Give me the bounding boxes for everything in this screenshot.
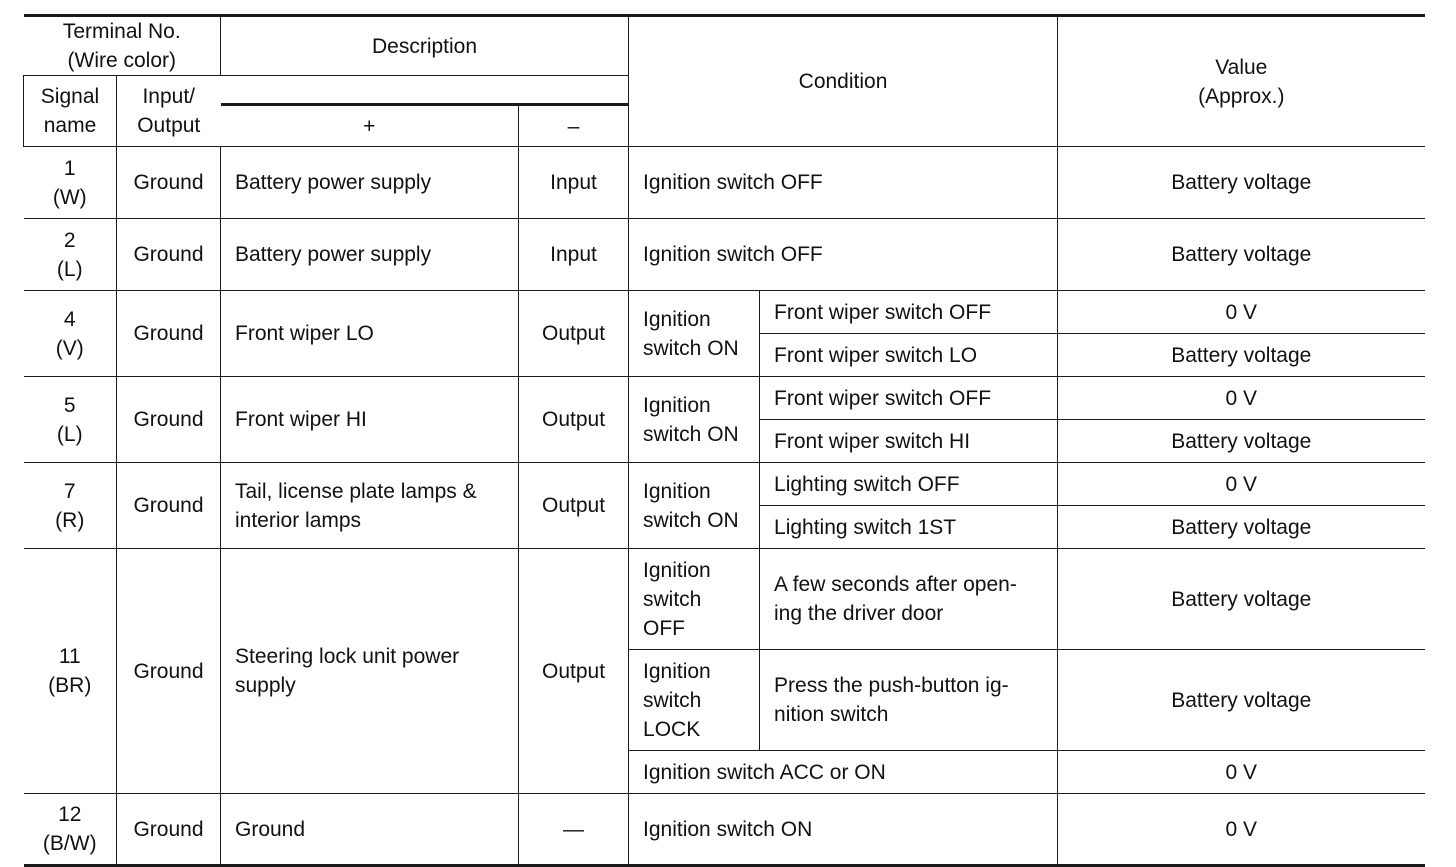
condition-cell: Front wiper switch HI [760,420,1058,463]
condition-cell: Front wiper switch LO [760,334,1058,377]
condition-cell: Lighting switch 1ST [760,506,1058,549]
value-cell: Battery voltage [1058,420,1425,463]
value-cell: Battery voltage [1058,549,1425,650]
io-cell: Input [519,219,629,291]
terminal-no-header [24,16,221,76]
table-row [24,549,1425,650]
wire-color: (L) [56,257,83,281]
io-cell: Output [519,463,629,549]
input-output-header [117,76,221,147]
ignition-state-cell: Ignition switch ON [629,291,760,377]
value-cell: Battery voltage [1058,147,1425,219]
input-output-label-2: Output [137,114,201,137]
terminal-cell [24,549,117,794]
table-row [24,377,1425,420]
table-row [24,463,1425,506]
condition-cell: Ignition switch ON [629,794,1058,866]
value-cell: 0 V [1058,463,1425,506]
terminal-cell [24,377,117,463]
value-cell: Battery voltage [1058,650,1425,751]
terminal-cell [24,463,117,549]
condition-header: Condition [629,16,1058,147]
condition-cell: Ignition switch OFF [629,219,1058,291]
input-output-label-1: Input/ [142,85,196,108]
signal-name-cell: Battery power supply [221,147,519,219]
table-row [24,291,1425,334]
signal-name-cell: Battery power supply [221,219,519,291]
value-cell: 0 V [1058,751,1425,794]
minus-cell: Ground [117,549,221,794]
signal-name-cell: Front wiper LO [221,291,519,377]
terminal-cell [24,291,117,377]
value-cell: Battery voltage [1058,506,1425,549]
ignition-state-cell: Ignition switch ON [629,463,760,549]
value-cell: Battery voltage [1058,219,1425,291]
value-approx-label: (Approx.) [1198,84,1285,108]
terminal-table [23,14,1425,867]
minus-cell: Ground [117,794,221,866]
terminal-number: 1 [63,156,76,180]
condition-cell: Press the push-button ig-nition switch [760,650,1058,751]
io-cell: Output [519,291,629,377]
value-cell: Battery voltage [1058,334,1425,377]
minus-cell: Ground [117,377,221,463]
ignition-state-cell: Ignition switch OFF [629,549,760,650]
condition-cell: Ignition switch ACC or ON [629,751,1058,794]
wire-color: (L) [56,422,83,446]
minus-cell: Ground [117,147,221,219]
wire-color: (W) [52,185,87,209]
value-cell: 0 V [1058,377,1425,420]
io-cell: Output [519,377,629,463]
wire-color-label: (Wire color) [67,49,176,72]
terminal-number: 12 [58,803,82,826]
wire-color: (BR) [48,674,92,697]
terminal-cell [24,219,117,291]
minus-cell: Ground [117,219,221,291]
table-row [24,794,1425,866]
io-cell: Input [519,147,629,219]
terminal-number: 4 [63,307,76,331]
value-cell: 0 V [1058,794,1425,866]
terminal-cell [24,147,117,219]
value-header [1058,16,1425,147]
ignition-state-cell: Ignition switch ON [629,377,760,463]
condition-cell: Front wiper switch OFF [760,377,1058,420]
table-row [24,147,1425,219]
condition-cell: A few seconds after open-ing the driver door [760,549,1058,650]
signal-name-cell: Tail, license plate lamps & interior lamps [221,463,519,549]
signal-name-cell: Front wiper HI [221,377,519,463]
minus-cell: Ground [117,291,221,377]
minus-cell: Ground [117,463,221,549]
value-cell: 0 V [1058,291,1425,334]
signal-name-cell: Steering lock unit power supply [221,549,519,794]
ignition-state-cell: Ignition switch LOCK [629,650,760,751]
wire-color: (R) [55,508,85,532]
description-header: Description [221,16,629,76]
condition-cell: Front wiper switch OFF [760,291,1058,334]
terminal-no-label: Terminal No. [62,20,181,43]
value-label: Value [1215,55,1268,79]
terminal-number: 5 [63,393,76,417]
io-cell: — [519,794,629,866]
io-cell: Output [519,549,629,794]
plus-header: + [221,105,519,147]
condition-cell: Ignition switch OFF [629,147,1058,219]
minus-header: – [519,105,629,147]
terminal-number: 11 [58,645,81,668]
wire-color: (B/W) [42,832,97,855]
wire-color: (V) [55,336,84,360]
table-row [24,219,1425,291]
terminal-number: 7 [63,479,76,503]
signal-name-header: Signal name [24,76,117,147]
terminal-cell [24,794,117,866]
terminal-number: 2 [63,228,76,252]
signal-name-cell: Ground [221,794,519,866]
condition-cell: Lighting switch OFF [760,463,1058,506]
